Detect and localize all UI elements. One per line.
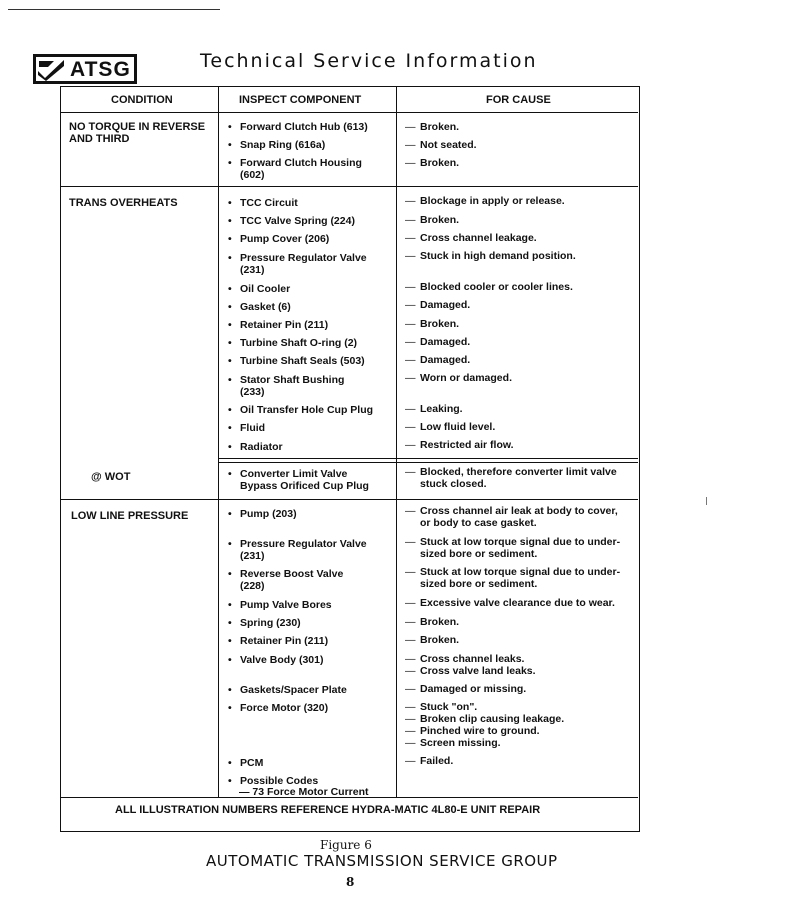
component-item: • Fluid	[228, 422, 265, 434]
cause-item: — Broken.	[405, 157, 459, 169]
cause-item: — Leaking.	[405, 403, 463, 415]
header-cause: FOR CAUSE	[486, 94, 551, 106]
component-item: • Forward Clutch Housing (602)	[228, 157, 362, 181]
top-rule	[8, 9, 220, 10]
component-item: • Gaskets/Spacer Plate	[228, 684, 347, 696]
page-number: 8	[346, 875, 355, 889]
atsg-logo	[33, 54, 137, 84]
component-item: • TCC Valve Spring (224)	[228, 215, 355, 227]
cause-item: — Stuck in high demand position.	[405, 250, 576, 262]
cause-item: — Stuck "on".	[405, 701, 477, 713]
diagnosis-table	[60, 86, 640, 832]
cause-item: — Broken.	[405, 634, 459, 646]
cause-item: — Damaged.	[405, 299, 470, 311]
row-divider	[61, 186, 638, 187]
component-item: • Possible Codes	[228, 775, 318, 787]
component-item: • Turbine Shaft Seals (503)	[228, 355, 365, 367]
cause-item: — Screen missing.	[405, 737, 501, 749]
cause-item: — Cross channel leakage.	[405, 232, 537, 244]
component-item: • Oil Transfer Hole Cup Plug	[228, 404, 373, 416]
column-divider	[218, 87, 219, 797]
cause-item: — Pinched wire to ground.	[405, 725, 540, 737]
cause-item: — Broken.	[405, 616, 459, 628]
cause-item: — Low fluid level.	[405, 421, 495, 433]
cause-item: — Excessive valve clearance due to wear.	[405, 597, 615, 609]
cause-item: — Failed.	[405, 755, 453, 767]
cause-item: — Blockage in apply or release.	[405, 195, 565, 207]
component-item: • Pressure Regulator Valve (231)	[228, 538, 367, 562]
header-condition: CONDITION	[111, 94, 173, 106]
component-item: • Retainer Pin (211)	[228, 319, 328, 331]
cause-item: — Broken.	[405, 121, 459, 133]
row-divider	[61, 499, 638, 500]
footer-group-name: AUTOMATIC TRANSMISSION SERVICE GROUP	[206, 852, 558, 870]
condition-no-torque: NO TORQUE IN REVERSE AND THIRD	[69, 121, 206, 145]
page-title: Technical Service Information	[200, 50, 538, 72]
figure-caption: Figure 6	[320, 838, 372, 852]
table-footnote: ALL ILLUSTRATION NUMBERS REFERENCE HYDRA-MATIC 4L80-E UNIT REPAIR	[115, 804, 541, 816]
header-component: INSPECT COMPONENT	[239, 94, 362, 106]
component-item: • Spring (230)	[228, 617, 301, 629]
margin-mark	[706, 497, 707, 505]
component-item: • Pump Cover (206)	[228, 233, 329, 245]
component-item: • Pump Valve Bores	[228, 599, 332, 611]
row-divider	[218, 462, 638, 463]
cause-item: — Damaged.	[405, 354, 470, 366]
component-item: • Reverse Boost Valve (228)	[228, 568, 343, 592]
cause-item: — Damaged or missing.	[405, 683, 526, 695]
component-item: • Pump (203)	[228, 508, 297, 520]
component-item: • Gasket (6)	[228, 301, 291, 313]
component-item: • PCM	[228, 757, 263, 769]
check-flag-icon	[36, 57, 66, 81]
row-divider	[218, 458, 638, 459]
cause-item: — Blocked cooler or cooler lines.	[405, 281, 573, 293]
cause-item: — Cross channel air leak at body to cover, or body to case gasket.	[405, 505, 618, 529]
cause-item: — Broken.	[405, 318, 459, 330]
component-item: • Snap Ring (616a)	[228, 139, 325, 151]
logo-text: ATSG	[70, 57, 131, 81]
component-item: • Force Motor (320)	[228, 702, 328, 714]
cause-item: — Damaged.	[405, 336, 470, 348]
cause-item: — Not seated.	[405, 139, 477, 151]
cause-item: — Broken clip causing leakage.	[405, 713, 564, 725]
cause-item: — Blocked, therefore converter limit valve stuck closed.	[405, 466, 617, 490]
condition-at-wot: @ WOT	[91, 471, 131, 483]
cause-item: — Stuck at low torque signal due to under- sized bore or sediment.	[405, 566, 620, 590]
component-item: • Pressure Regulator Valve (231)	[228, 252, 367, 276]
component-item: • Valve Body (301)	[228, 654, 323, 666]
condition-trans-overheats: TRANS OVERHEATS	[69, 197, 178, 209]
component-item: • Turbine Shaft O-ring (2)	[228, 337, 357, 349]
cause-item: — Restricted air flow.	[405, 439, 514, 451]
cause-item: — Cross valve land leaks.	[405, 665, 536, 677]
cause-item: — Broken.	[405, 214, 459, 226]
component-item: • Radiator	[228, 441, 283, 453]
row-divider	[61, 112, 638, 113]
cause-item: — Worn or damaged.	[405, 372, 512, 384]
component-item: • Retainer Pin (211)	[228, 635, 328, 647]
column-divider	[396, 87, 397, 797]
component-subnote: — 73 Force Motor Current	[239, 786, 369, 798]
component-item: • Stator Shaft Bushing (233)	[228, 374, 344, 398]
component-item: • TCC Circuit	[228, 197, 298, 209]
component-item: • Forward Clutch Hub (613)	[228, 121, 368, 133]
cause-item: — Cross channel leaks.	[405, 653, 524, 665]
component-item: • Converter Limit Valve Bypass Orificed Cup Plug	[228, 468, 369, 492]
cause-item: — Stuck at low torque signal due to under- sized bore or sediment.	[405, 536, 620, 560]
component-item: • Oil Cooler	[228, 283, 290, 295]
condition-low-line-pressure: LOW LINE PRESSURE	[71, 510, 189, 522]
